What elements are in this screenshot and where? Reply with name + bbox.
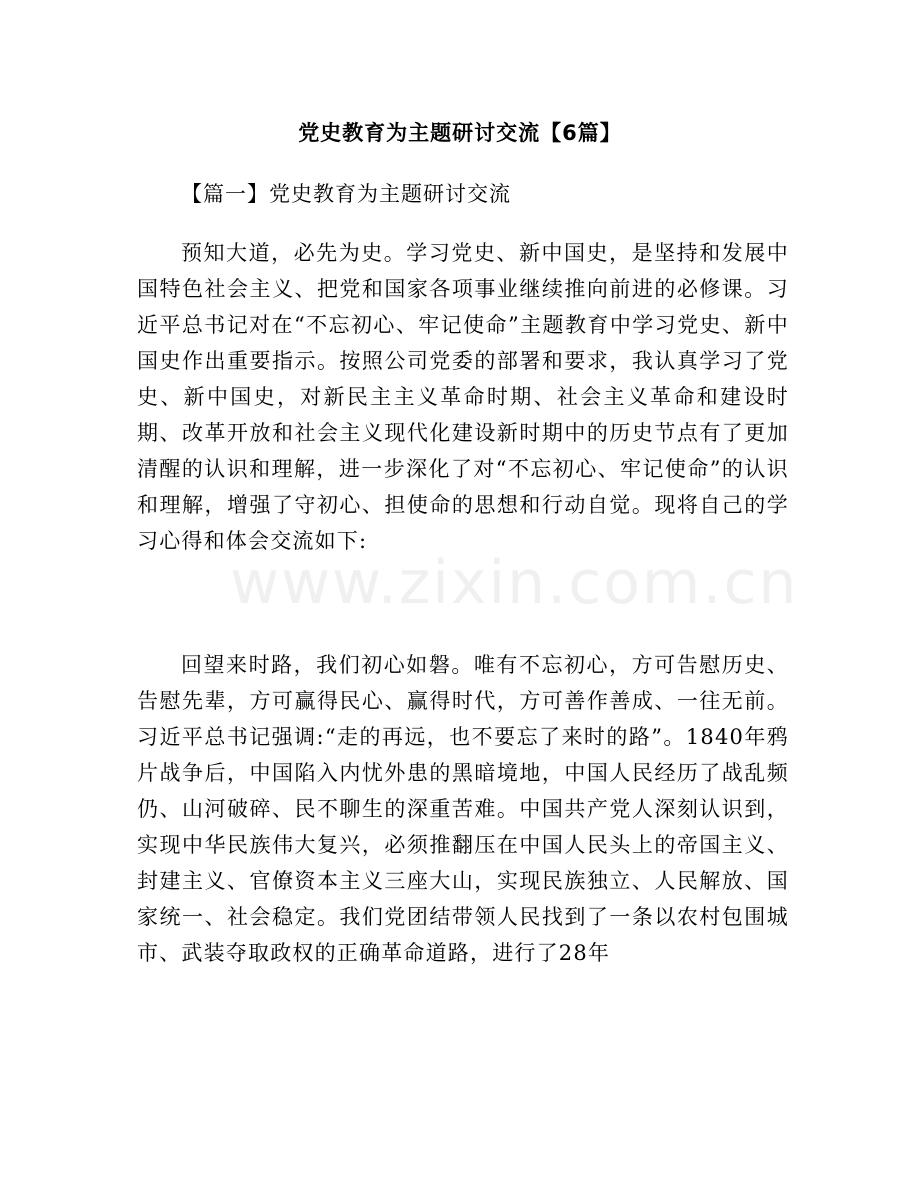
document-title: 党史教育为主题研讨交流【6篇】 [298,121,622,145]
watermark: www.zixin.com.cn [230,548,799,618]
section-heading: 【篇一】党史教育为主题研讨交流 [181,182,511,206]
paragraph-1: 预知大道，必先为史。学习党史、新中国史，是坚持和发展中国特色社会主义、把党和国家各项事业继续推向前进的必修课。习近平总书记对在“不忘初心、牢记使命”主题教育中学习党史、新中国史作出重要指示。按照公司党委的部署和要求，我认真学习了党史、新中国史，对新民主主义革命时期、社会主义革命和建设时期、改革开放和社会主义现代化建设新时期中的历史节点有了更加清醒的认识和理解，进一步深化了对“不忘初心、牢记使命”的认识和理解，增强了守初心、担使命的思想和行动自觉。现将自己的学习心得和体会交流如下: [137,241,789,553]
paragraph-2: 回望来时路，我们初心如磐。唯有不忘初心，方可告慰历史、告慰先辈，方可赢得民心、赢得时代，方可善作善成、一往无前。习近平总书记强调:“走的再远，也不要忘了来时的路”。1840年鸦片战争后，中国陷入内忧外患的黑暗境地，中国人民经历了战乱频仍、山河破碎、民不聊生的深重苦难。中国共产党人深刻认识到，实现中华民族伟大复兴，必须推翻压在中国人民头上的帝国主义、封建主义、官僚资本主义三座大山，实现民族独立、人民解放、国家统一、社会稳定。我们党团结带领人民找到了一条以农村包围城市、武装夺取政权的正确革命道路，进行了28年 [137,653,789,965]
